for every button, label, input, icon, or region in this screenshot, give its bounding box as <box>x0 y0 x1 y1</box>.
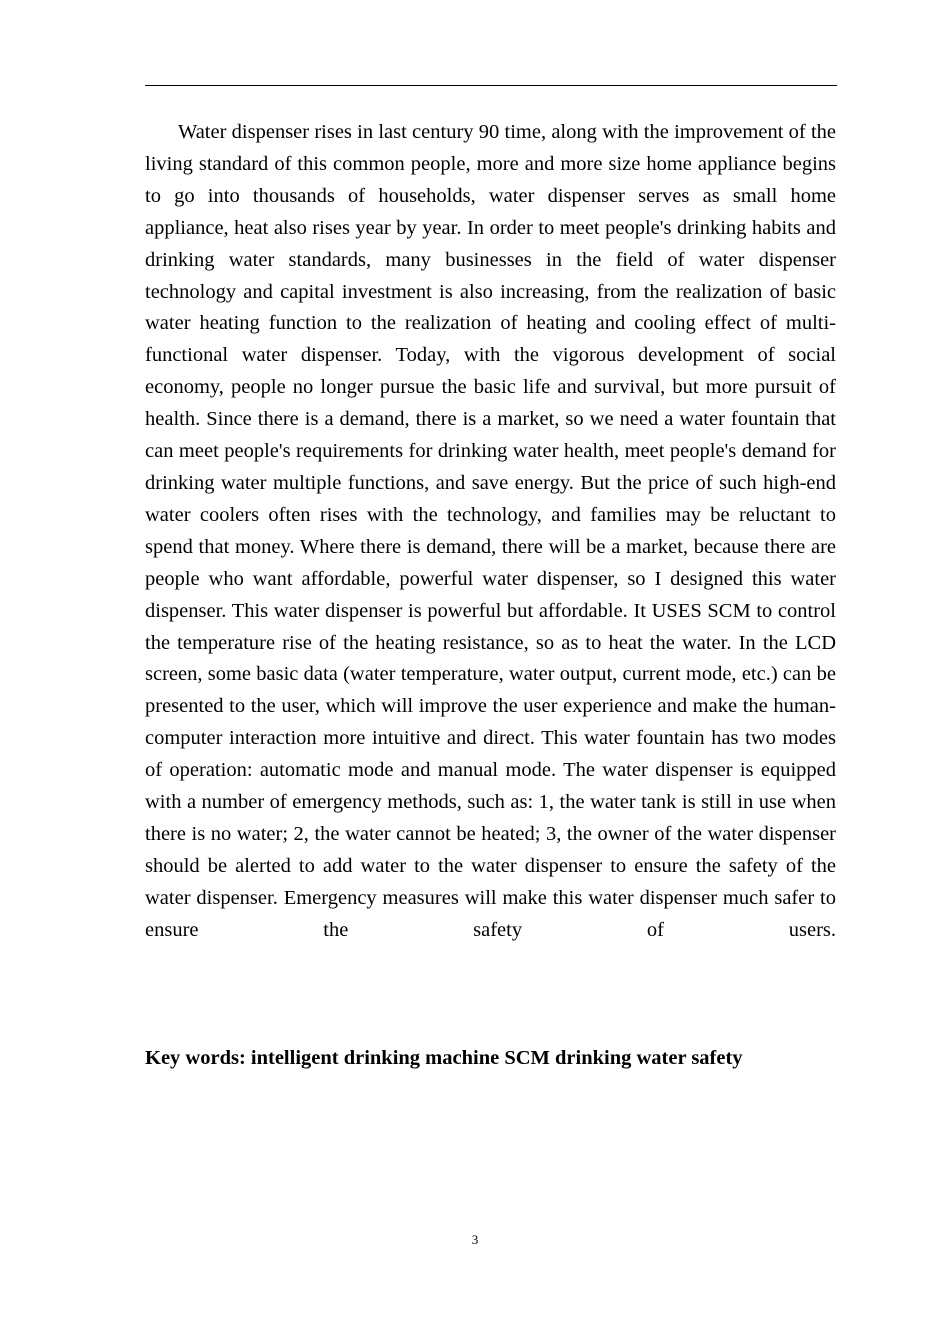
header-rule <box>145 85 837 86</box>
keywords-line: Key words: intelligent drinking machine SCM drinking water safety <box>145 1047 743 1069</box>
page-number: 3 <box>471 1232 479 1247</box>
abstract-paragraph: Water dispenser rises in last century 90 time, along with the improvement of the living standard of this common people, more and more size home appliance begins to go into thousands of households, water dispenser serves as small home appliance, heat also rises year by year. In order to meet people's drinking habits and drinking water standards, many businesses in the field of water dispenser technology and capital investment is also increasing, from the realization of basic water heating function to the realization of heating and cooling effect of multi-functional water dispenser. Today, with the vigorous development of social economy, people no longer pursue the basic life and survival, but more pursuit of health. Since there is a demand, there is a market, so we need a water fountain that can meet people's requirements for drinking water health, meet people's demand for drinking water multiple functions, and save energy. But the price of such high-end water coolers often rises with the technology, and families may be reluctant to spend that money. Where there is demand, there will be a market, because there are people who want affordable, powerful water dispenser, so I designed this water dispenser. This water dispenser is powerful but affordable. It USES SCM to control the temperature rise of the heating resistance, so as to heat the water. In the LCD screen, some basic data (water temperature, water output, current mode, etc.) can be presented to the user, which will improve the user experience and make the human-computer interaction more intuitive and direct. This water fountain has two modes of operation: automatic mode and manual mode. The water dispenser is equipped with a number of emergency methods, such as: 1, the water tank is still in use when there is no water; 2, the water cannot be heated; 3, the owner of the water dispenser should be alerted to add water to the water dispenser to ensure the safety of the water dispenser. Emergency measures will make this water dispenser much safer to ensure the safety of users. <box>145 121 836 941</box>
